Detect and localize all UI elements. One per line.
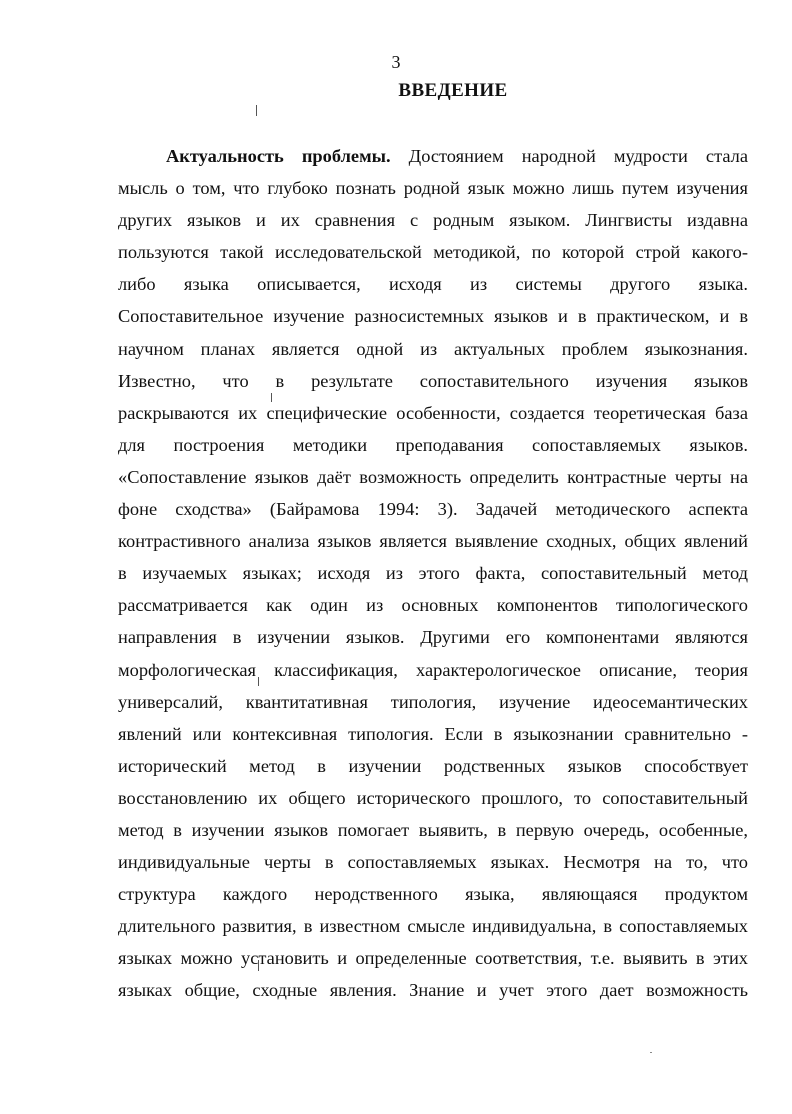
text-line: морфологическая классификация, характерологическое описание, теория xyxy=(118,659,748,680)
text-line: Известно, что в результате сопоставительного изучения языков xyxy=(118,370,748,391)
text-line: структура каждого неродственного языка, являющаяся продуктом xyxy=(118,884,748,905)
lead-line-text: Достоянием народной мудрости стала xyxy=(390,146,748,166)
text-line: других языков и их сравнения с родным языком. Лингвисты издавна xyxy=(118,210,748,231)
text-line: языках общие, сходные явления. Знание и учет этого дает возможность xyxy=(118,980,748,1001)
body-paragraph xyxy=(118,140,748,1007)
text-line: Сопоставительное изучение разносистемных языков и в практическом, и в xyxy=(118,306,748,327)
text-line: в изучаемых языках; исходя из этого факта, сопоставительный метод xyxy=(118,563,748,584)
section-lead-term: Актуальность проблемы. xyxy=(166,146,391,166)
scan-artifact-mark xyxy=(256,105,257,116)
text-line: языках можно установить и определенные соответствия, т.е. выявить в этих xyxy=(118,948,748,969)
text-line: либо языка описывается, исходя из системы другого языка. xyxy=(118,274,748,295)
text-line: универсалий, квантитативная типология, изучение идеосемантических xyxy=(118,691,748,712)
page-number: 3 xyxy=(391,52,401,72)
text-line: для построения методики преподавания сопоставляемых языков. xyxy=(118,434,748,455)
text-line: научном планах является одной из актуальных проблем языкознания. xyxy=(118,338,748,359)
text-line: исторический метод в изучении родственных языков способствует xyxy=(118,755,748,776)
paragraph-first-line xyxy=(118,140,748,172)
text-line: индивидуальные черты в сопоставляемых языках. Несмотря на то, что xyxy=(118,852,748,873)
text-line: раскрываются их специфические особенности, создается теоретическая база xyxy=(118,402,748,423)
text-line: длительного развития, в известном смысле индивидуальна, в сопоставляемых xyxy=(118,916,748,937)
text-line: метод в изучении языков помогает выявить, в первую очередь, особенные, xyxy=(118,819,748,840)
text-line: восстановлению их общего исторического прошлого, то сопоставительный xyxy=(118,787,748,808)
text-line: рассматривается как один из основных компонентов типологического xyxy=(118,595,748,616)
text-line: фоне сходства» (Байрамова 1994: 3). Задачей методического аспекта xyxy=(118,499,748,520)
scan-artifact-dot xyxy=(650,1052,652,1053)
text-line: направления в изучении языков. Другими его компонентами являются xyxy=(118,627,748,648)
text-line: мысль о том, что глубоко познать родной язык можно лишь путем изучения xyxy=(118,178,748,199)
page-title: ВВЕДЕНИЕ xyxy=(398,80,508,101)
text-line: контрастивного анализа языков является выявление сходных, общих явлений xyxy=(118,531,748,552)
text-line: «Сопоставление языков даёт возможность определить контрастные черты на xyxy=(118,466,748,487)
text-line: пользуются такой исследовательской методикой, по которой строй какого- xyxy=(118,242,748,263)
text-line: явлений или контексивная типология. Если в языкознании сравнительно - xyxy=(118,723,748,744)
